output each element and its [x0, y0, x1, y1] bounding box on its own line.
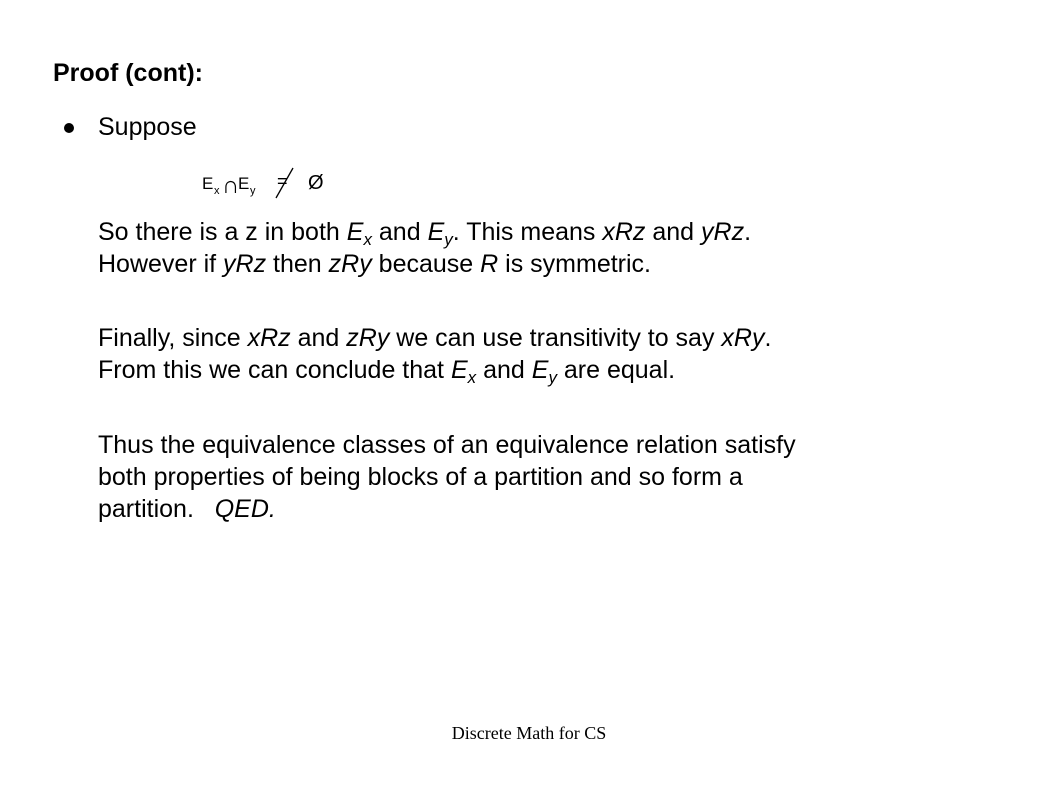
- math-relation: xRy: [721, 324, 765, 352]
- text-run: then: [266, 250, 329, 278]
- math-relation: zRy: [328, 250, 372, 278]
- math-subscript: y: [444, 230, 453, 249]
- text-run: From this we can conclude that: [98, 356, 451, 384]
- paragraph-line: [98, 248, 751, 280]
- text-run: because: [371, 250, 481, 278]
- paragraph-symmetric: [98, 216, 751, 280]
- slide-title: Proof (cont):: [53, 59, 203, 87]
- math-relation: yRz: [701, 218, 745, 246]
- intersection-formula: [202, 166, 362, 206]
- formula-left-set: E: [202, 174, 214, 193]
- math-relation: R: [480, 250, 499, 278]
- math-set: E: [346, 218, 364, 246]
- math-relation: xRz: [602, 218, 646, 246]
- paragraph-conclusion: [98, 429, 796, 525]
- text-run: . This means: [452, 218, 603, 246]
- paragraph-line: [98, 216, 751, 248]
- math-set: E: [531, 356, 549, 384]
- text-run: and: [371, 218, 428, 246]
- text-run: and: [476, 356, 532, 384]
- math-relation: yRz: [223, 250, 267, 278]
- slide-footer: Discrete Math for CS: [451, 723, 607, 743]
- math-subscript: y: [548, 368, 557, 387]
- math-subscript: x: [363, 230, 372, 249]
- text-run: partition.: [98, 495, 215, 523]
- paragraph-line: [98, 354, 771, 386]
- formula-equals-symbol: =: [277, 171, 288, 191]
- text-run: Finally, since: [98, 324, 248, 352]
- text-run: are equal.: [556, 356, 676, 384]
- text-run: is symmetric.: [498, 250, 651, 278]
- paragraph-line: Thus the equivalence classes of an equivalence relation satisfy: [98, 431, 796, 459]
- math-subscript: x: [467, 368, 477, 387]
- math-relation: xRz: [247, 324, 291, 352]
- text-run: and: [290, 324, 347, 352]
- text-run: .: [764, 324, 772, 352]
- text-run: So there is a z in both: [98, 218, 347, 246]
- math-set: E: [450, 356, 468, 384]
- formula-right-subscript: y: [250, 185, 256, 197]
- math-set: E: [427, 218, 445, 246]
- paragraph-transitivity: [98, 322, 771, 386]
- paragraph-line: [98, 322, 771, 354]
- formula-empty-set: Ø: [308, 172, 324, 194]
- text-run: However if: [98, 250, 224, 278]
- formula-left-subscript: x: [214, 185, 220, 197]
- formula-intersection-symbol: ∩: [222, 172, 240, 199]
- paragraph-line: [98, 493, 796, 525]
- math-relation: zRy: [346, 324, 390, 352]
- bullet-icon: [64, 123, 74, 133]
- text-run: and: [645, 218, 702, 246]
- not-equal-slash-icon: [270, 166, 300, 202]
- paragraph-line: both properties of being blocks of a partition and so form a: [98, 463, 743, 491]
- qed-mark: QED.: [214, 495, 276, 523]
- text-run: we can use transitivity to say: [389, 324, 722, 352]
- text-run: .: [744, 218, 752, 246]
- bullet-text: Suppose: [98, 113, 197, 141]
- formula-right-set: E: [238, 174, 250, 193]
